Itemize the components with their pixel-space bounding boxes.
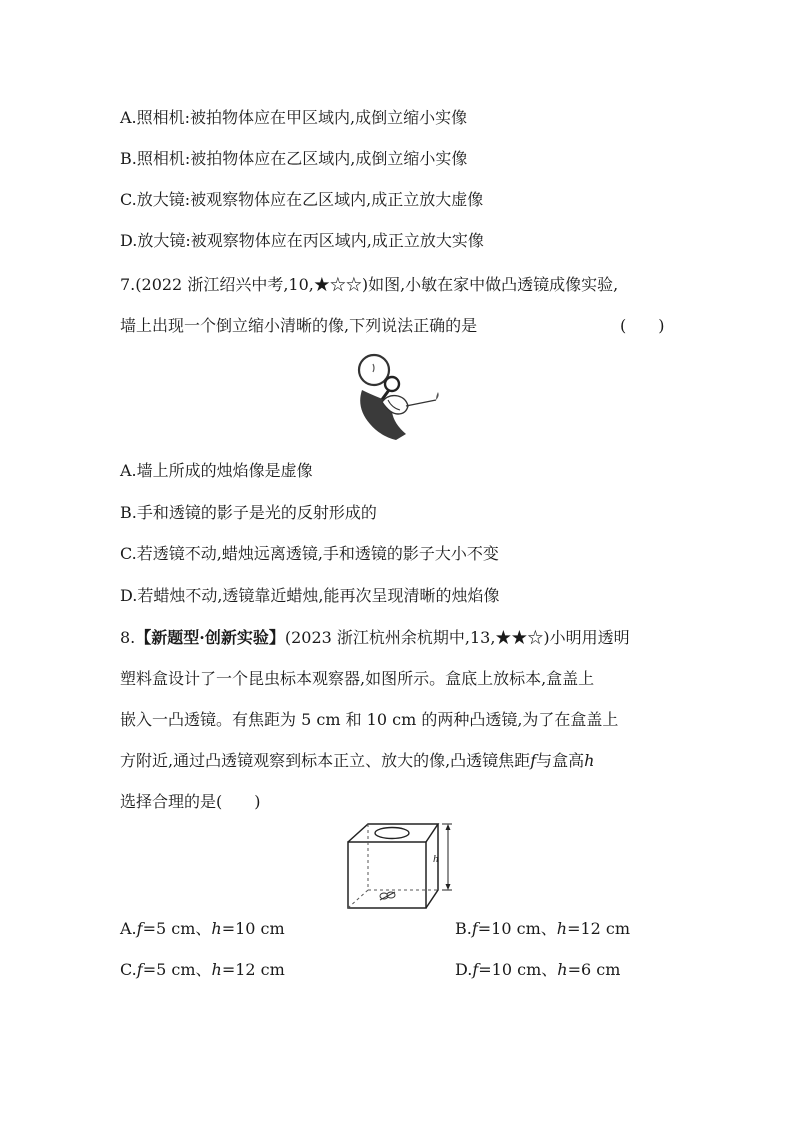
q8-stem-line1-rest: (2023 浙江杭州余杭期中,13,★★☆)小明用透明: [284, 628, 630, 647]
q8-option-c-post: =12 cm: [221, 960, 285, 979]
q8-option-b-post: =12 cm: [567, 919, 631, 938]
q8-option-c-mid: =5 cm、: [142, 960, 212, 979]
q8-var-f: f: [530, 751, 537, 770]
q8-option-b-pre: B.: [455, 919, 472, 938]
q8-option-d-mid: =10 cm、: [478, 960, 558, 979]
q7-option-b: B.手和透镜的影子是光的反射形成的: [120, 503, 377, 522]
q8-stem-line5: 选择合理的是( ): [120, 792, 261, 811]
q8-option-b-h: h: [556, 919, 568, 938]
q8-tag: 【新题型·创新实验】: [135, 628, 285, 647]
q7-option-a: A.墙上所成的烛焰像是虚像: [120, 461, 313, 480]
q8-option-b: [455, 918, 630, 940]
q8-stem-line4-pre: 方附近,通过凸透镜观察到标本正立、放大的像,凸透镜焦距: [120, 751, 531, 770]
q8-option-c-h: h: [211, 960, 222, 979]
q8-option-d: [455, 959, 620, 981]
q6-option-a: A.照相机:被拍物体应在甲区域内,成倒立缩小实像: [120, 108, 468, 127]
q7-answer-paren: ( ): [620, 316, 665, 335]
q6-option-c: C.放大镜:被观察物体应在乙区域内,成正立放大虚像: [120, 190, 484, 209]
q7-stem-line1: 7.(2022 浙江绍兴中考,10,★☆☆)如图,小敏在家中做凸透镜成像实验,: [120, 275, 619, 294]
q8-stem-line3: 嵌入一凸透镜。有焦距为 5 cm 和 10 cm 的两种凸透镜,为了在盒盖上: [120, 710, 619, 729]
q6-option-d: D.放大镜:被观察物体应在丙区域内,成正立放大实像: [120, 231, 484, 250]
q8-option-c: [120, 959, 285, 981]
q8-option-d-f: f: [472, 960, 479, 979]
q7-stem-line2: 墙上出现一个倒立缩小清晰的像,下列说法正确的是: [120, 316, 478, 335]
q8-option-b-f: f: [471, 919, 478, 938]
q8-option-d-pre: D.: [455, 960, 473, 979]
q6-option-b: B.照相机:被拍物体应在乙区域内,成倒立缩小实像: [120, 149, 468, 168]
q8-option-c-pre: C.: [120, 960, 137, 979]
q7-option-d: D.若蜡烛不动,透镜靠近蜡烛,能再次呈现清晰的烛焰像: [120, 586, 500, 605]
magnifier-hand-candle-icon: [352, 350, 442, 445]
q8-option-d-h: h: [557, 960, 568, 979]
q8-option-a-post: =10 cm: [221, 919, 285, 938]
q8-option-a: [120, 918, 285, 940]
q8-number: 8.: [120, 628, 136, 647]
q8-option-d-post: =6 cm: [567, 960, 621, 979]
q8-option-a-pre: A.: [120, 919, 137, 938]
q8-stem-line2: 塑料盒设计了一个昆虫标本观察器,如图所示。盒底上放标本,盒盖上: [120, 669, 595, 688]
q8-stem-line4-mid: 与盒高: [536, 751, 585, 770]
q8-var-h: h: [584, 751, 595, 770]
q8-stem-line4: [120, 750, 594, 772]
q8-option-a-h: h: [211, 919, 222, 938]
specimen-box-icon: [340, 820, 460, 912]
q7-option-c: C.若透镜不动,蜡烛远离透镜,手和透镜的影子大小不变: [120, 544, 499, 563]
q8-option-b-mid: =10 cm、: [477, 919, 557, 938]
q8-stem-line1: [120, 627, 630, 649]
q8-option-c-f: f: [136, 960, 143, 979]
figure-h-label: h: [433, 853, 439, 865]
q8-option-a-f: f: [136, 919, 143, 938]
q8-option-a-mid: =5 cm、: [142, 919, 212, 938]
